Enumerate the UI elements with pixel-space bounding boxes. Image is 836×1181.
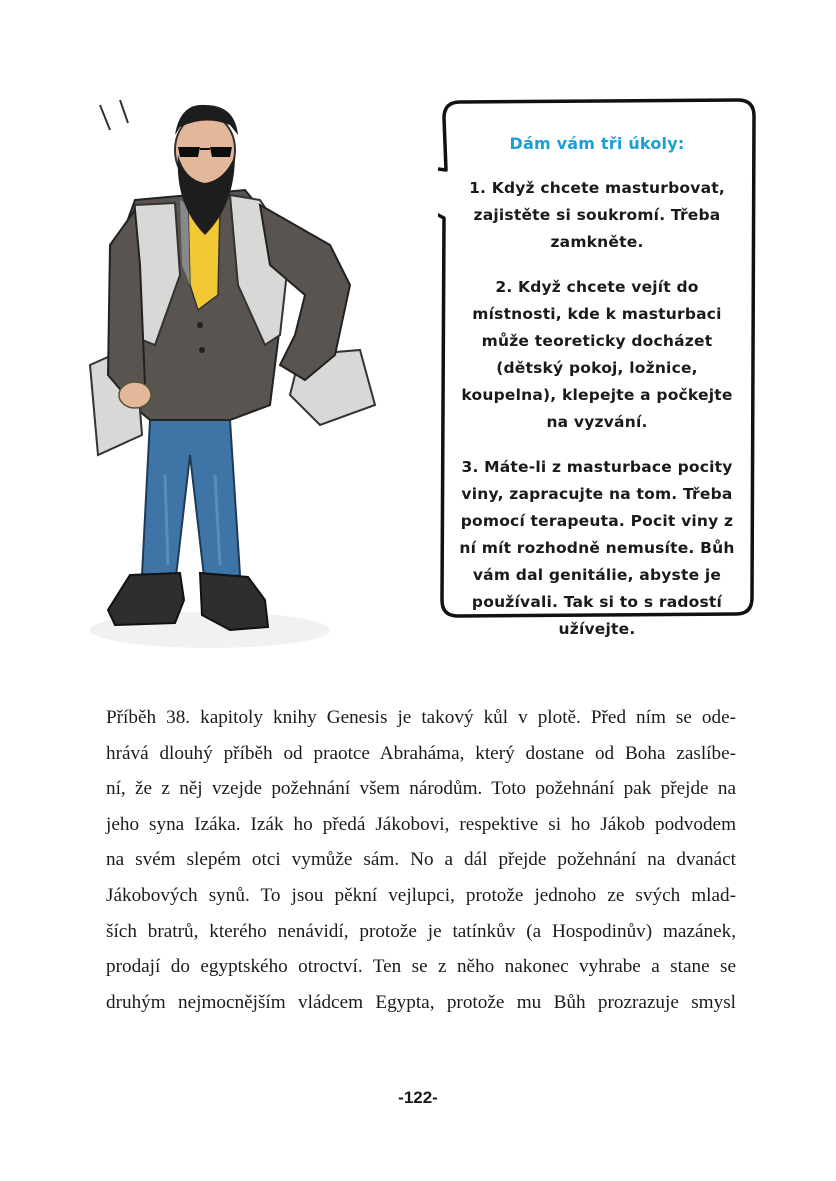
text-line: na svém slepém otci vymůže sám. No a dál přejde požehnání na dvanáct	[106, 849, 736, 871]
text-line: Jákobových synů. To jsou pěkní vejlupci, protože jednoho ze svých mlad-	[106, 884, 736, 906]
bubble-task-3: 3. Máte-li z masturbace pocity viny, zapracujte na tom. Třeba pomocí terapeuta. Pocit viny z ní mít rozhodně nemusíte. Bůh vám dal genitálie, abyste je používali. Tak si to s radostí užívejte.	[459, 458, 735, 638]
bubble-task-2: 2. Když chcete vejít do místnosti, kde k masturbaci může teoreticky docházet (dětský pokoj, ložnice, koupelna), klepejte a počkejte na vyzvání.	[461, 278, 733, 431]
man-figure-drawing	[80, 95, 450, 675]
bubble-title: Dám vám tři úkoly:	[509, 134, 685, 153]
text-line: jeho syna Izáka. Izák ho předá Jákobovi, respektive si ho Jákob podvodem	[106, 813, 736, 835]
text-line: druhým nejmocnějším vládcem Egypta, protože mu Bůh prozrazuje smysl	[106, 991, 736, 1013]
body-paragraph	[106, 700, 736, 1020]
text-line: ní, že z něj vzejde požehnání všem národům. Toto požehnání pak přejde na	[106, 778, 736, 800]
speech-bubble	[438, 98, 756, 638]
page-number: -122-	[398, 1088, 438, 1107]
text-line: hrává dlouhý příběh od praotce Abraháma, který dostane od Boha zaslíbe-	[106, 742, 736, 764]
text-line: Příběh 38. kapitoly knihy Genesis je takový kůl v plotě. Před ním se ode-	[106, 707, 736, 728]
text-line: ších bratrů, kterého nenávidí, protože je tatínkův (a Hospodinův) mazánek,	[106, 920, 736, 942]
man-illustration	[80, 95, 450, 675]
bubble-task-1: 1. Když chcete masturbovat, zajistěte si soukromí. Třeba zamkněte.	[469, 179, 725, 251]
text-line: prodají do egyptského otroctví. Ten se z něho nakonec vyhrabe a stane se	[106, 956, 736, 978]
